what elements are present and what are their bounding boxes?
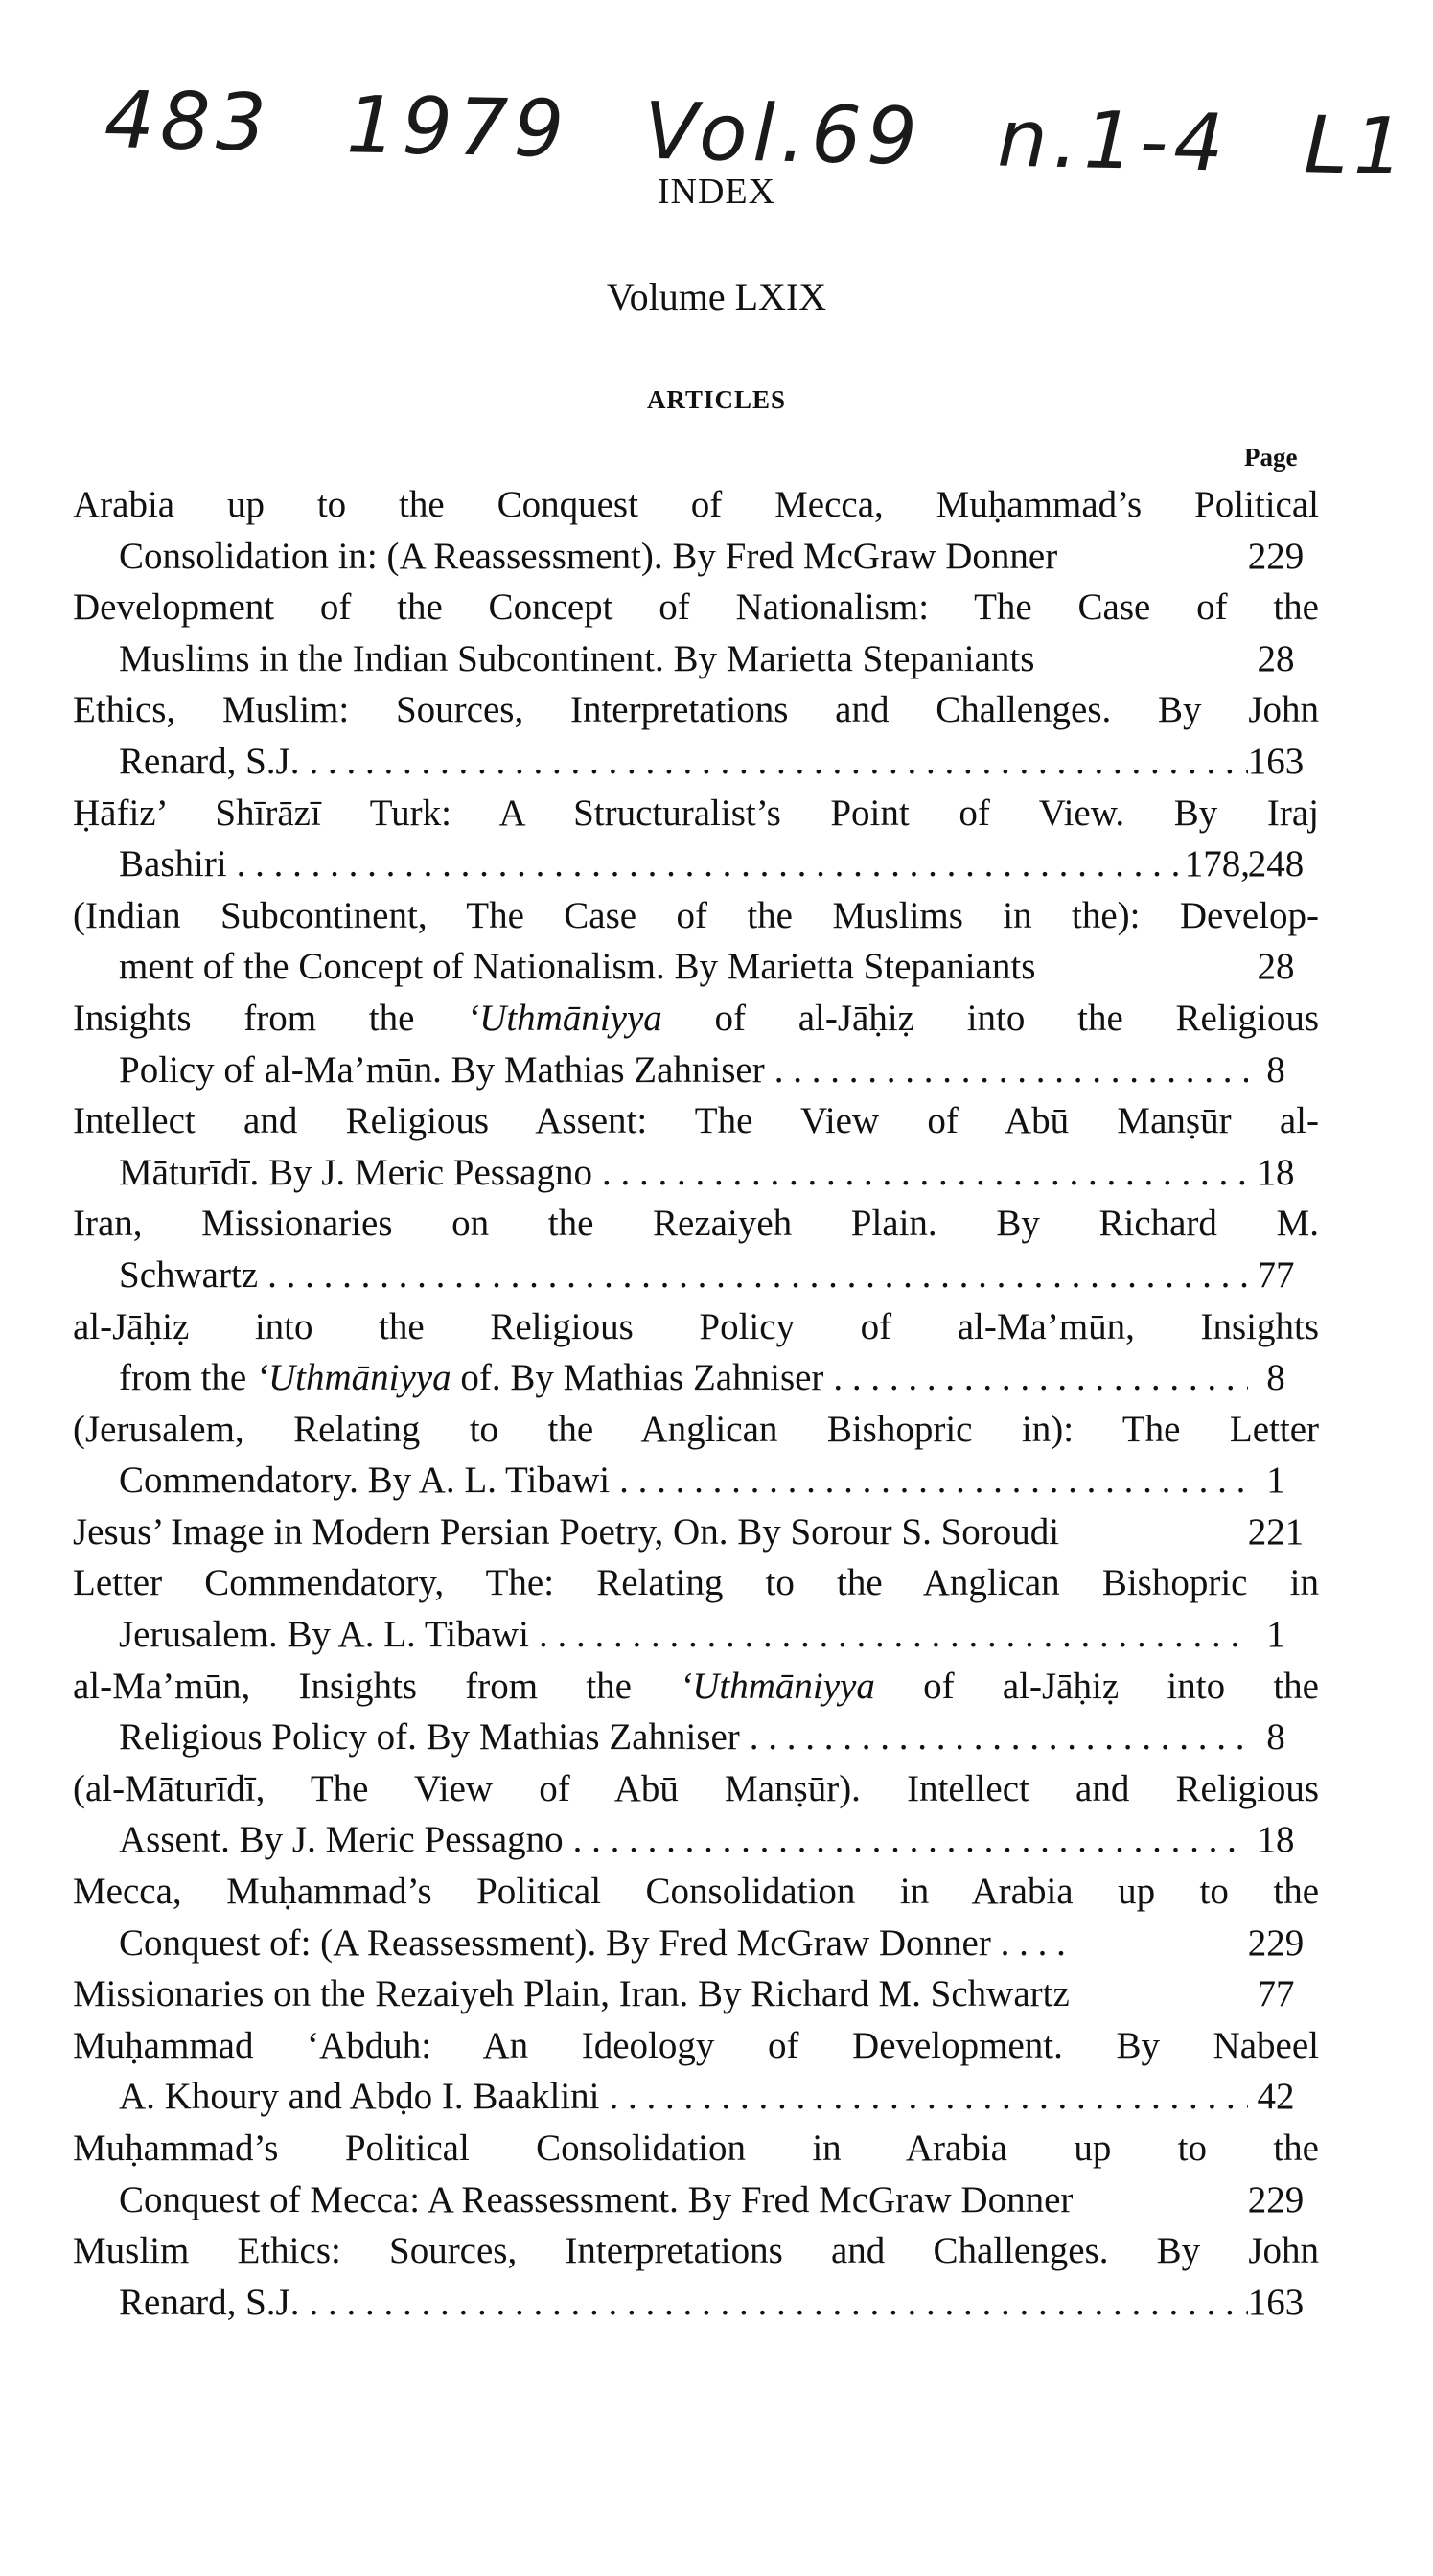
alternate-page-number: 178, <box>1184 843 1250 886</box>
dot-leader <box>774 1045 1248 1096</box>
entry-text: Assent. By J. Meric Pessagno <box>119 1819 564 1861</box>
page-number: 8 <box>1266 1357 1285 1399</box>
page-number: 163 <box>1247 740 1305 782</box>
entry-text: Bashiri <box>119 843 227 886</box>
entry-last-line <box>73 2174 1254 2226</box>
dot-leader <box>573 1814 1248 1866</box>
dot-leader <box>619 1455 1248 1506</box>
index-entry <box>73 479 1319 582</box>
entry-line: Ḥāfiz’ Shīrāzī Turk: A Structuralist’s Point of View. By Iraj <box>73 792 1319 834</box>
index-entry <box>73 1506 1319 1558</box>
entry-text: Commendatory. By A. L. Tibawi <box>119 1460 611 1502</box>
index-entry <box>73 1095 1319 1198</box>
entry-last-line <box>73 1352 1254 1404</box>
handwritten-volume: Vol.69 <box>643 85 924 183</box>
entry-last-line <box>73 1250 1254 1301</box>
handwritten-call-number: 483 <box>104 75 273 170</box>
entry-text: Consolidation in: (A Reassessment). By Fred McGraw Donner <box>119 535 1058 577</box>
handwritten-year: 1979 <box>345 80 571 176</box>
page-column-label: Page <box>1244 443 1298 472</box>
entry-text: Jerusalem. By A. L. Tibawi <box>119 1614 529 1656</box>
dot-leader <box>267 1250 1248 1301</box>
entry-text: Renard, S.J. <box>119 2281 300 2323</box>
page-number: 229 <box>1247 2178 1305 2220</box>
entry-line: (al-Māturīdī, The View of Abū Manṣūr). Intellect and Religious <box>73 1767 1319 1809</box>
entry-line: al-Ma’mūn, Insights from the ‘Uthmāniyya of al-Jāḥiẓ into the <box>73 1665 1319 1707</box>
page-number: 77 <box>1257 1254 1295 1296</box>
entry-text: A. Khoury and Abḍo I. Baaklini <box>119 2076 600 2118</box>
index-entry <box>73 684 1319 787</box>
index-title: INDEX <box>657 172 776 212</box>
index-entry <box>73 1557 1319 1660</box>
entry-text: Muslims in the Indian Subcontinent. By Marietta Stepaniants <box>119 637 1035 679</box>
entry-last-line <box>73 1712 1254 1763</box>
entry-line: Muḥammad ‘Abduh: An Ideology of Development. By Nabeel <box>73 2024 1319 2066</box>
entry-last-line <box>73 1045 1254 1096</box>
page-number: 8 <box>1266 1048 1285 1091</box>
dot-leader <box>610 2071 1248 2123</box>
index-entry <box>73 1866 1319 1968</box>
entry-line: Letter Commendatory, The: Relating to the Anglican Bishopric in <box>73 1562 1319 1604</box>
entry-text: Jesus’ Image in Modern Persian Poetry, On. By Sorour S. Soroudi <box>73 1510 1060 1552</box>
entry-last-line <box>73 633 1254 685</box>
entry-line: (Indian Subcontinent, The Case of the Muslims in the): Develop- <box>73 894 1319 936</box>
entry-text: Policy of al-Ma’mūn. By Mathias Zahniser <box>119 1048 765 1091</box>
entry-last-line <box>73 736 1254 788</box>
index-entry <box>73 1198 1319 1300</box>
index-entry <box>73 2225 1319 2328</box>
entry-line: al-Jāḥiẓ into the Religious Policy of al-Ma’mūn, Insights <box>73 1305 1319 1347</box>
dot-leader <box>237 839 1179 890</box>
index-entry <box>73 1763 1319 1866</box>
entry-text: Schwartz <box>119 1254 259 1296</box>
entry-line: (Jerusalem, Relating to the Anglican Bishopric in): The Letter <box>73 1408 1319 1450</box>
entry-last-line <box>73 1918 1254 1969</box>
entry-last-line <box>73 2071 1254 2123</box>
article-index-list <box>73 479 1319 2328</box>
entry-last-line <box>73 1455 1254 1506</box>
entry-text: from the ‘Uthmāniyya of. By Mathias Zahniser <box>119 1357 824 1399</box>
entry-last-line <box>73 941 1254 993</box>
page-number: 221 <box>1247 1510 1305 1552</box>
entry-text: Missionaries on the Rezaiyeh Plain, Iran. By Richard M. Schwartz <box>73 1973 1070 2015</box>
page-number: 1 <box>1266 1460 1285 1502</box>
dot-leader <box>310 2277 1249 2329</box>
entry-text: Renard, S.J. <box>119 740 300 782</box>
page-number: 163 <box>1247 2281 1305 2323</box>
entry-last-line <box>73 1968 1208 2020</box>
section-title: ARTICLES <box>646 385 787 414</box>
entry-line: Iran, Missionaries on the Rezaiyeh Plain. By Richard M. <box>73 1203 1319 1245</box>
dot-leader <box>539 1609 1248 1661</box>
entry-text: ment of the Concept of Nationalism. By Marietta Stepaniants <box>119 946 1036 988</box>
dot-leader <box>833 1352 1248 1404</box>
entry-text: Religious Policy of. By Mathias Zahniser <box>119 1716 740 1759</box>
index-entry <box>73 2020 1319 2123</box>
dot-leader <box>310 736 1249 788</box>
page-number: 18 <box>1257 1151 1295 1193</box>
dot-leader <box>750 1712 1248 1763</box>
entry-last-line <box>73 839 1254 890</box>
entry-line: Ethics, Muslim: Sources, Interpretations and Challenges. By John <box>73 689 1319 731</box>
page-number: 248 <box>1247 843 1305 886</box>
entry-line: Development of the Concept of Nationalism: The Case of the <box>73 586 1319 629</box>
page-number: 28 <box>1257 637 1295 679</box>
index-entry <box>73 890 1319 993</box>
entry-line: Insights from the ‘Uthmāniyya of al-Jāḥiẓ into the Religious <box>73 997 1319 1039</box>
entry-line: Muḥammad’s Political Consolidation in Arabia up to the <box>73 2128 1319 2169</box>
page-number: 42 <box>1257 2076 1295 2118</box>
entry-last-line <box>73 1147 1254 1199</box>
entry-last-line <box>73 531 1254 583</box>
volume-title: Volume LXIX <box>606 275 827 318</box>
entry-text: Conquest of: (A Reassessment). By Fred McGraw Donner . . . . <box>119 1921 1066 1964</box>
page-number: 18 <box>1257 1819 1295 1861</box>
handwritten-issues: n.1-4 <box>996 93 1231 190</box>
page-number: 8 <box>1266 1716 1285 1759</box>
entry-line: Intellect and Religious Assent: The View of Abū Manṣūr al- <box>73 1100 1319 1142</box>
entry-line: Arabia up to the Conquest of Mecca, Muḥammad’s Political <box>73 484 1319 525</box>
index-entry <box>73 1301 1319 1404</box>
page-number: 229 <box>1247 535 1305 577</box>
index-entry <box>73 993 1319 1095</box>
dot-leader <box>602 1147 1248 1199</box>
index-entry <box>73 582 1319 684</box>
page-number: 1 <box>1266 1614 1285 1656</box>
entry-last-line <box>73 1506 1208 1558</box>
page-number: 28 <box>1257 946 1295 988</box>
entry-text: Conquest of Mecca: A Reassessment. By Fred McGraw Donner <box>119 2178 1074 2220</box>
entry-last-line <box>73 2277 1254 2329</box>
entry-last-line <box>73 1814 1254 1866</box>
index-entry <box>73 1661 1319 1763</box>
index-entry <box>73 1404 1319 1506</box>
entry-line: Mecca, Muḥammad’s Political Consolidation in Arabia up to the <box>73 1871 1319 1913</box>
entry-line: Muslim Ethics: Sources, Interpretations and Challenges. By John <box>73 2230 1319 2272</box>
entry-text: Māturīdī. By J. Meric Pessagno <box>119 1151 592 1193</box>
entry-last-line <box>73 1609 1254 1661</box>
index-entry <box>73 1968 1319 2020</box>
handwritten-location: L1 <box>1303 100 1411 194</box>
index-entry <box>73 2123 1319 2225</box>
index-entry <box>73 788 1319 890</box>
page-number: 77 <box>1257 1973 1295 2015</box>
page-number: 229 <box>1247 1921 1305 1964</box>
